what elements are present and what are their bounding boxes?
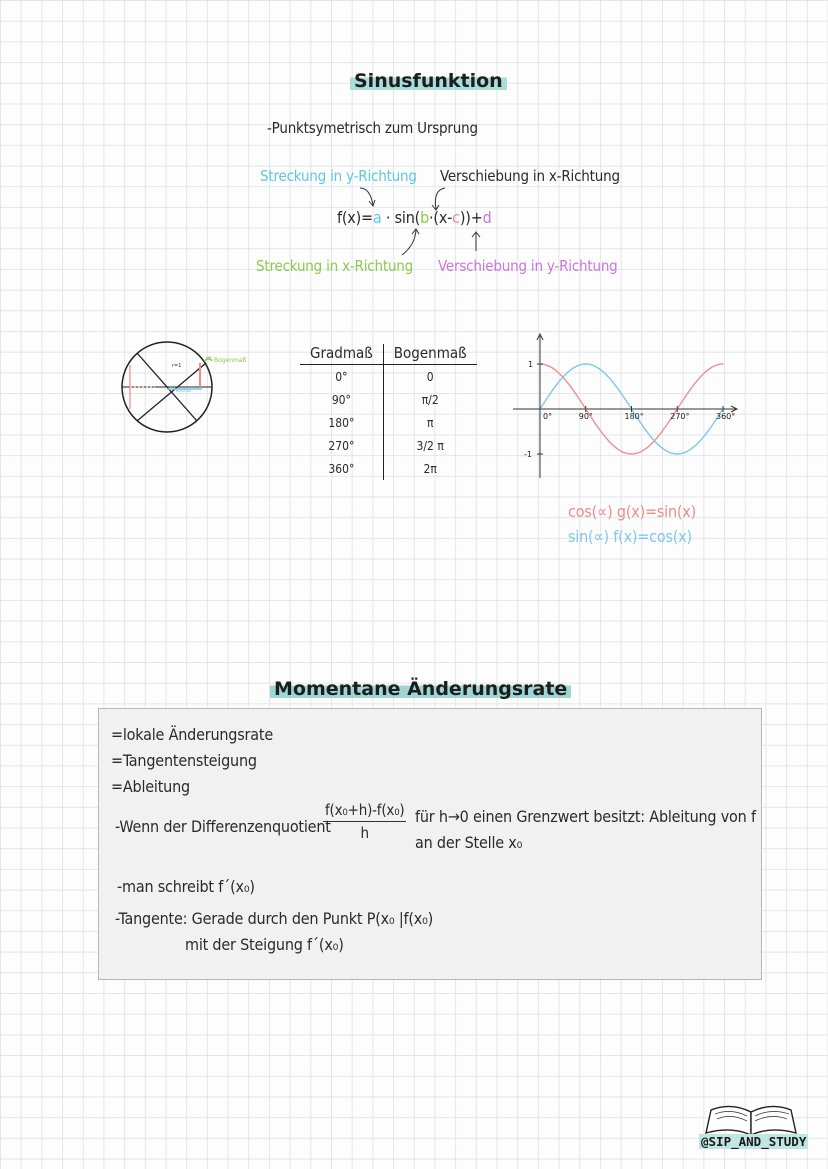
brand-handle: @SIP_AND_STUDY — [701, 1134, 807, 1149]
line-man-schreibt: -man schreibt f´(x₀) — [117, 877, 255, 896]
data-point-cos — [600, 431, 601, 432]
arrow-b — [402, 230, 416, 255]
data-point-cos — [707, 369, 708, 370]
line-fuer: für h→0 einen Grenzwert besitzt: Ableitung von f — [415, 807, 756, 826]
data-point-sin — [677, 453, 678, 454]
data-point-sin — [692, 447, 693, 448]
x-tick-label: 270° — [670, 412, 690, 421]
data-point-cos — [661, 431, 662, 432]
rate-title: Momentane Änderungsrate — [270, 678, 571, 700]
arrow-a — [360, 188, 373, 205]
differenzenquotient: $\frac{\text{f(x₀+h)-f(x₀)}}{h}$ — [325, 801, 405, 842]
data-point-sin — [570, 369, 571, 370]
line-wenn: -Wenn der Differenzenquotient — [115, 817, 331, 836]
arrow-c — [435, 188, 445, 209]
x-tick-label: 90° — [578, 412, 593, 421]
data-point-cos — [646, 447, 647, 448]
table-row: 0° 0 — [300, 365, 477, 389]
x-tick-label: 360° — [716, 412, 736, 421]
data-point-sin — [661, 447, 662, 448]
punktsymetrisch-note: -Punktsymetrisch zum Ursprung — [267, 119, 478, 137]
table-row: 360° 2π — [300, 457, 477, 480]
table-row: 270° 3/2 π — [300, 434, 477, 457]
data-point-sin — [616, 386, 617, 387]
line-tangente: -Tangente: Gerade durch den Punkt P(x₀ |f(x₀) — [115, 909, 434, 928]
header-gradmass: Gradmaß — [300, 344, 383, 365]
data-point-sin — [585, 363, 586, 364]
y-tick-label: 1 — [528, 360, 534, 369]
header-bogenmass: Bogenmaß — [383, 344, 476, 365]
label-verschiebung-y: Verschiebung in y-Richtung — [438, 257, 618, 275]
data-point-sin — [555, 386, 556, 387]
data-point-cos — [616, 447, 617, 448]
data-point-sin — [646, 431, 647, 432]
data-point-cos — [570, 386, 571, 387]
data-point-cos — [631, 453, 632, 454]
definition-box — [98, 708, 762, 980]
legend-sin: sin(∝) f(x)=cos(x) — [568, 527, 692, 546]
book-icon — [703, 1100, 803, 1138]
label-streckung-y: Streckung in y-Richtung — [260, 167, 417, 185]
data-point-cos — [555, 369, 556, 370]
x-tick-label: 180° — [624, 412, 644, 421]
unit-circle — [110, 335, 290, 445]
data-point-cos — [692, 386, 693, 387]
line-stelle: an der Stelle x₀ — [415, 833, 523, 852]
data-point-cos — [722, 363, 723, 364]
line-lokale: =lokale Änderungsrate — [111, 725, 273, 744]
trig-chart — [505, 328, 745, 488]
data-point-sin — [707, 431, 708, 432]
table-row: 180° π — [300, 411, 477, 434]
legend-cos: cos(∝) g(x)=sin(x) — [568, 502, 697, 521]
angle-table — [300, 344, 477, 480]
line-tangentensteigung: =Tangentensteigung — [111, 751, 257, 770]
data-point-sin — [600, 369, 601, 370]
formula-arrows — [330, 185, 500, 257]
kosinus-label: Kosinus — [176, 388, 192, 393]
line-ableitung: =Ableitung — [111, 777, 190, 796]
label-streckung-x: Streckung in x-Richtung — [256, 257, 414, 275]
sinus-formula: f(x)=a · sin(b·(x-c))+d — [337, 208, 492, 227]
label-verschiebung-x: Verschiebung in x-Richtung — [440, 167, 620, 185]
line-steigung: mit der Steigung f´(x₀) — [185, 935, 344, 954]
y-tick-label: -1 — [524, 450, 532, 459]
x-tick-label: 0° — [543, 412, 553, 421]
bogenmass-label: Bogenmaß — [214, 357, 247, 364]
radius-label: r=1 — [172, 363, 182, 369]
table-row: 90° π/2 — [300, 388, 477, 411]
sinus-title: Sinusfunktion — [350, 70, 507, 92]
